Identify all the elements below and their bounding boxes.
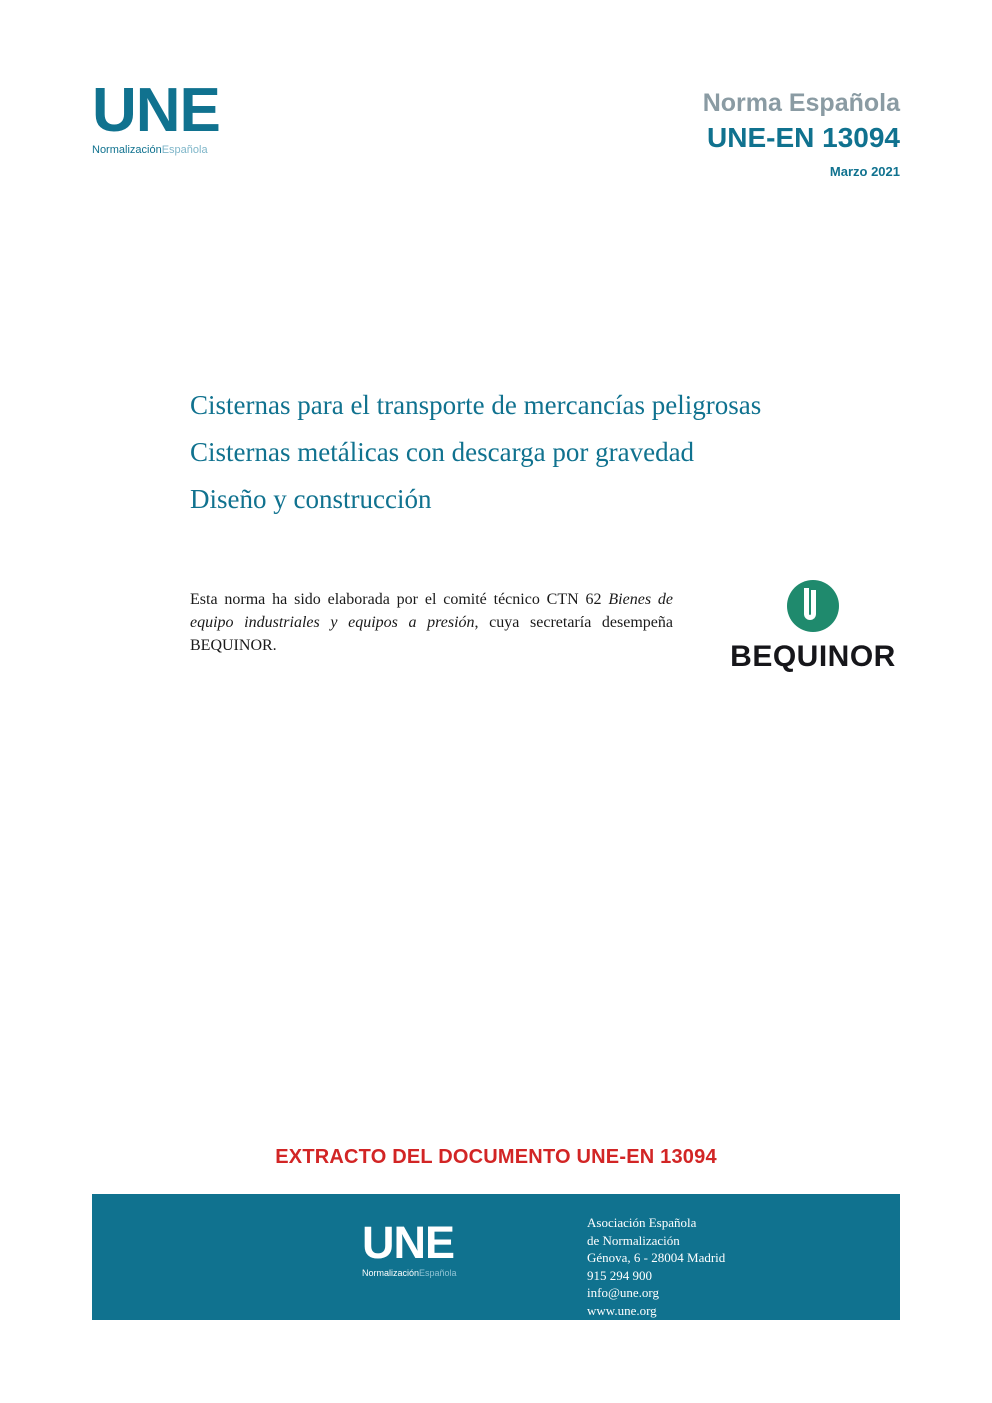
bequinor-logo xyxy=(718,580,908,674)
une-logo xyxy=(92,76,252,170)
standard-identification xyxy=(703,88,900,179)
footer-une-wordmark: UNE xyxy=(362,1217,455,1268)
une-logo-subtitle-bold: Normalización xyxy=(92,144,162,156)
contact-line: 915 294 900 xyxy=(587,1267,652,1283)
title-line-3: Diseño y construcción xyxy=(190,484,432,514)
footer-une-logo xyxy=(362,1217,522,1278)
footer-une-subtitle-light: Española xyxy=(419,1268,457,1278)
contact-website[interactable]: www.une.org xyxy=(587,1302,657,1318)
footer-une-subtitle xyxy=(362,1268,522,1278)
contact-line: Génova, 6 - 28004 Madrid xyxy=(587,1250,726,1265)
committee-note-italic: Bienes de equipo industriales y equipos a presión xyxy=(190,591,674,631)
contact-email[interactable]: info@une.org xyxy=(587,1285,660,1300)
une-logo-subtitle xyxy=(92,144,252,156)
footer-une-subtitle-bold: Normalización xyxy=(362,1268,420,1278)
footer-contact-block xyxy=(587,1214,725,1319)
une-logo-subtitle-light: Española xyxy=(161,144,208,156)
title-line-2: Cisternas metálicas con descarga por gravedad xyxy=(190,437,695,467)
committee-note-part1: Esta norma ha sido elaborada por el comité técnico CTN 62 xyxy=(190,591,609,608)
publication-date: Marzo 2021 xyxy=(829,164,900,179)
page-title xyxy=(190,382,890,523)
bequinor-mark-icon xyxy=(787,580,839,632)
committee-note-part2: , cuya secretaría desempeña BEQUINOR. xyxy=(190,614,674,654)
contact-line: de Normalización xyxy=(587,1232,680,1248)
footer-bar xyxy=(92,1194,900,1320)
committee-note xyxy=(190,588,673,657)
standard-code: UNE-EN 13094 xyxy=(707,122,900,153)
une-wordmark: UNE xyxy=(92,76,220,145)
norma-label: Norma Española xyxy=(702,89,900,117)
bequinor-wordmark: BEQUINOR xyxy=(730,640,896,673)
extract-notice: EXTRACTO DEL DOCUMENTO UNE-EN 13094 xyxy=(275,1146,717,1168)
title-line-1: Cisternas para el transporte de mercancías peligrosas xyxy=(190,390,762,420)
contact-line: Asociación Española xyxy=(587,1215,697,1230)
